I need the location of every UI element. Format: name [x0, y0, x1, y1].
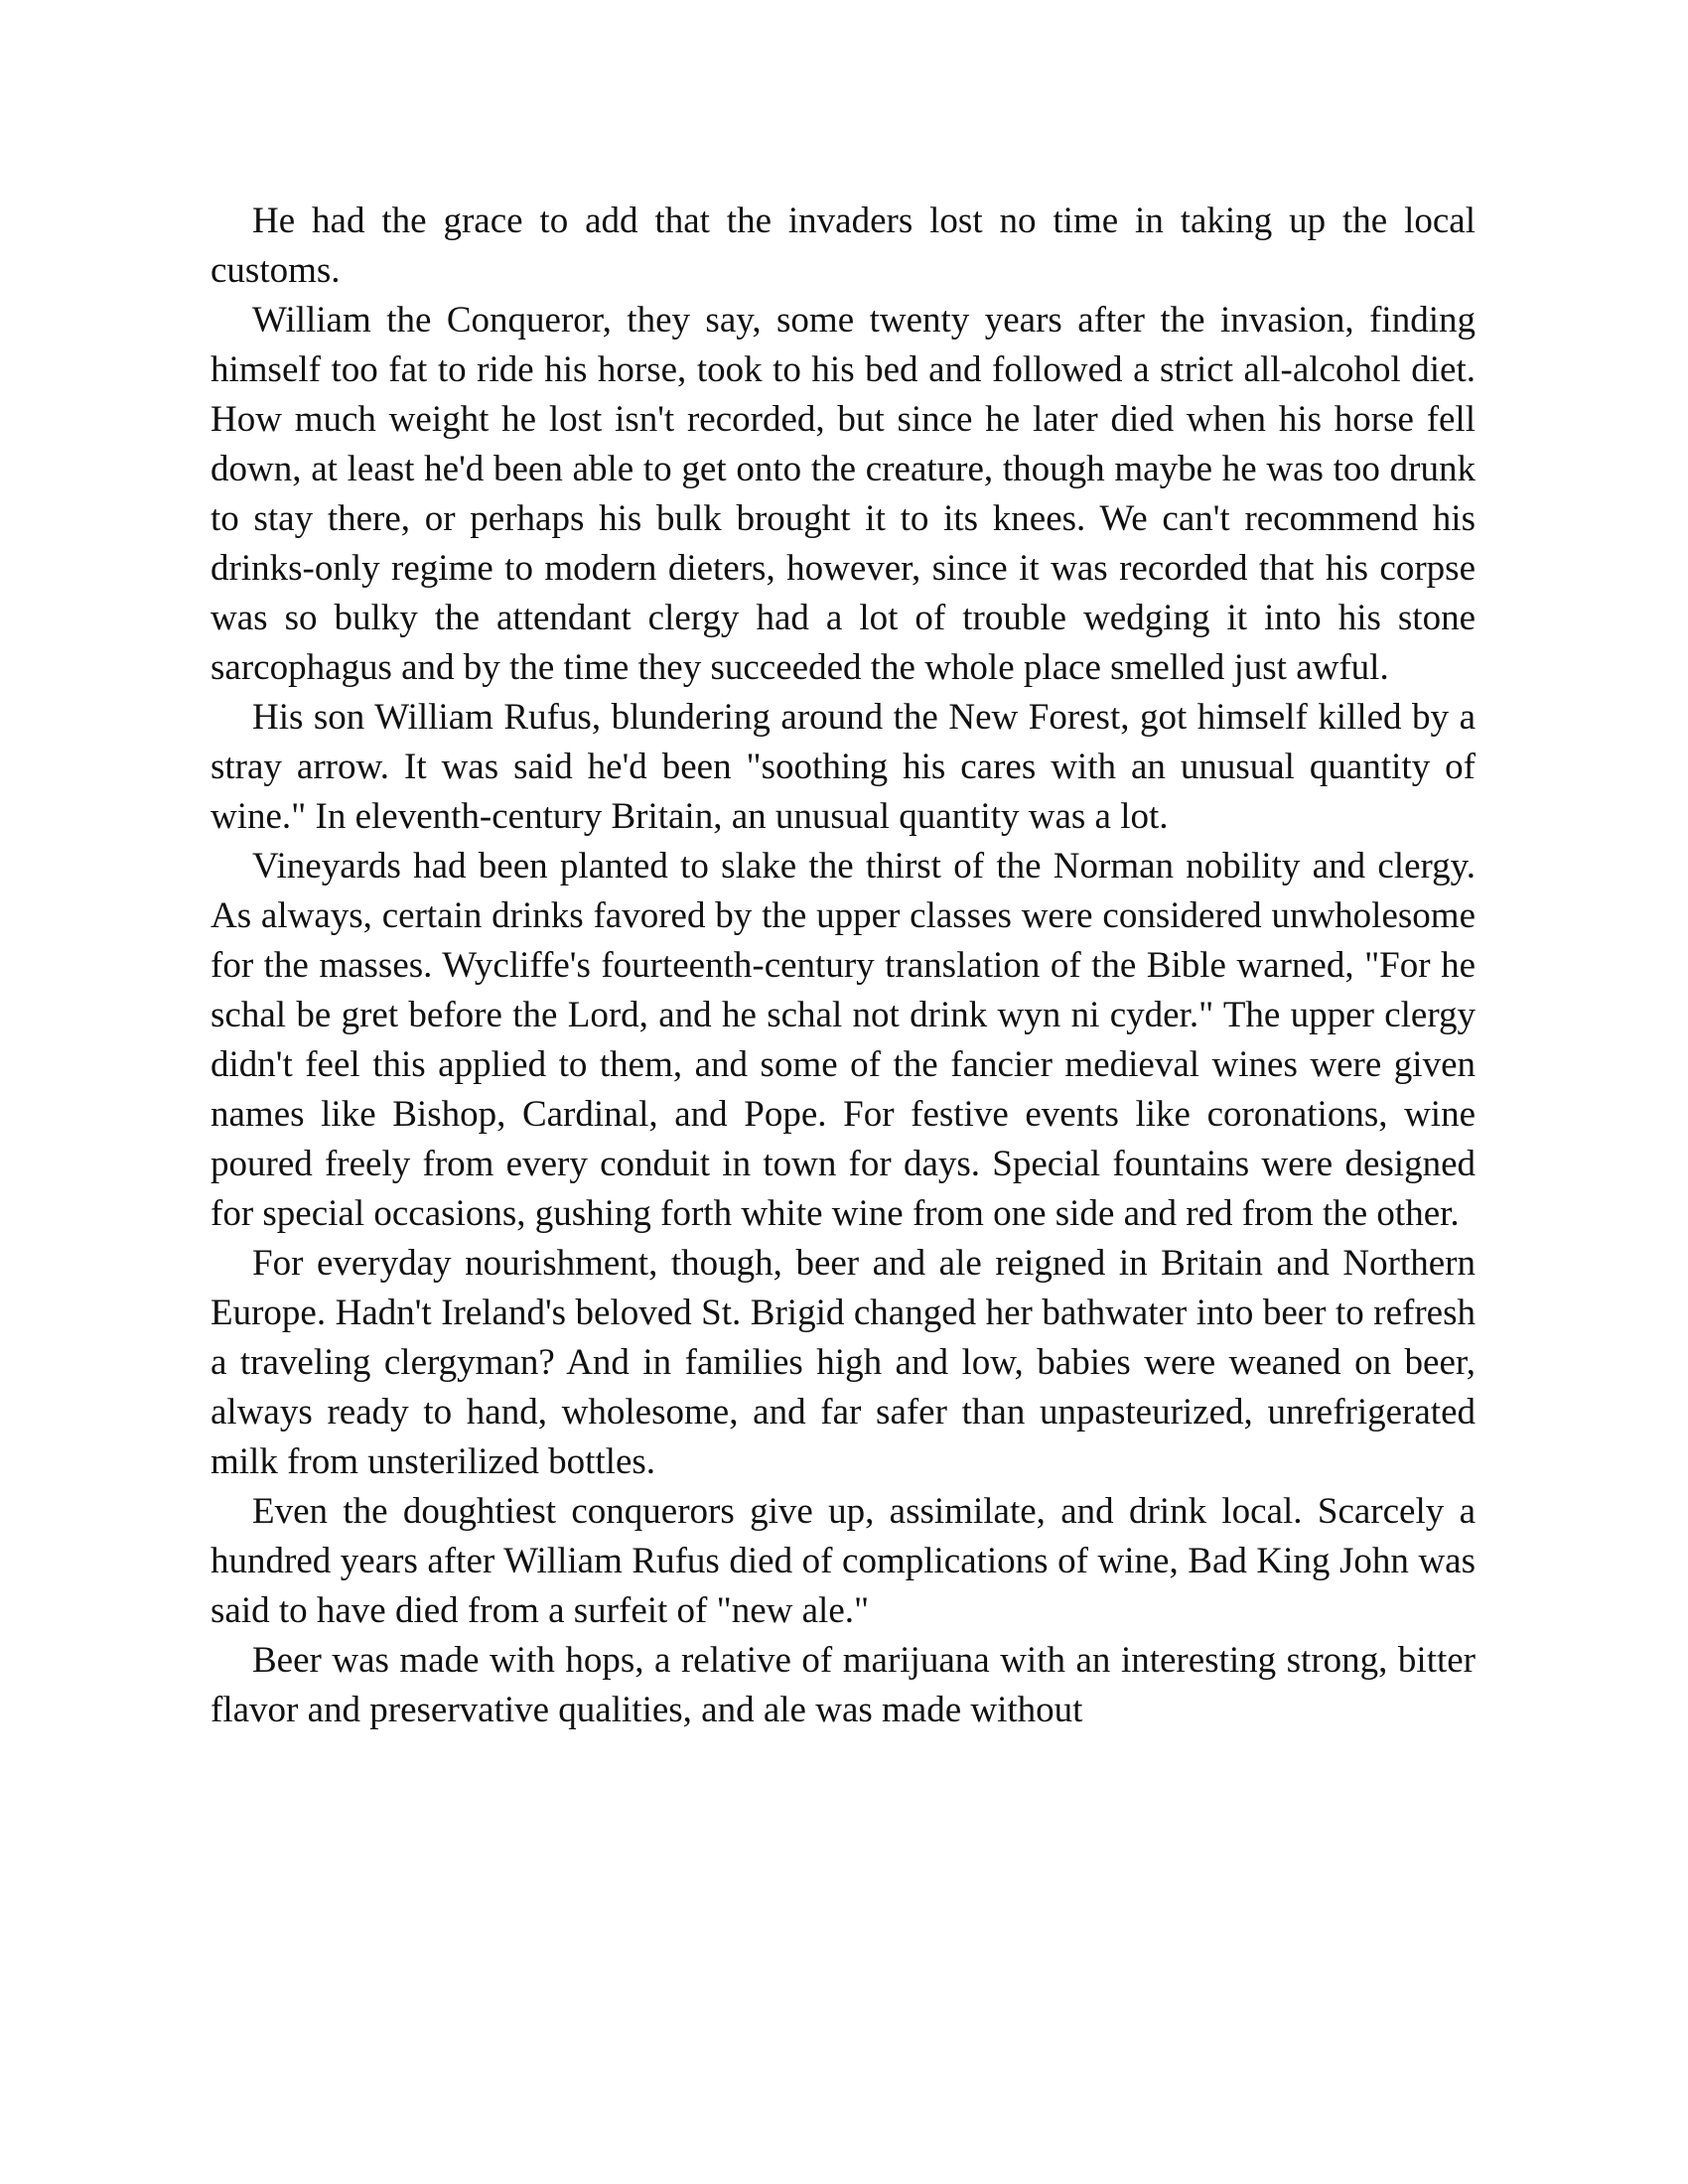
paragraph-2: William the Conqueror, they say, some twenty years after the invasion, finding himself too fat to ride his horse, took to his bed and followed a strict all-alcohol diet. How much weight he lost isn't recorded, but since he later died when his horse fell down, at least he'd been able to get onto the creature, though maybe he was too drunk to stay there, or perhaps his bulk brought it to its knees. We can't recommend his drinks-only regime to modern dieters, however, since it was recorded that his corpse was so bulky the attendant clergy had a lot of trouble wedging it into his stone sarcophagus and by the time they succeeded the whole place smelled just awful. [211, 300, 1476, 688]
paragraph-4: Vineyards had been planted to slake the thirst of the Norman nobility and clergy. As always, certain drinks favored by the upper classes were considered unwholesome for the masses. Wycliffe's fourteenth-century translation of the Bible warned, "For he schal be gret before the Lord, and he schal not drink wyn ni cyder." The upper clergy didn't feel this applied to them, and some of the fancier medieval wines were given names like Bishop, Cardinal, and Pope. For festive events like coronations, wine poured freely from every conduit in town for days. Special fountains were designed for special occasions, gushing forth white wine from one side and red from the other. [211, 846, 1476, 1234]
paragraph-3: His son William Rufus, blundering around the New Forest, got himself killed by a stray arrow. It was said he'd been "soothing his cares with an unusual quantity of wine." In eleventh-century Britain, an unusual quantity was a lot. [211, 697, 1476, 837]
page-body [211, 197, 1476, 1735]
paragraph-1: He had the grace to add that the invaders lost no time in taking up the local customs. [211, 201, 1476, 291]
paragraph-5: For everyday nourishment, though, beer and ale reigned in Britain and Northern Europe. Hadn't Ireland's beloved St. Brigid changed her bathwater into beer to refresh a traveling clergyman? And in families high and low, babies were weaned on beer, always ready to hand, wholesome, and far safer than unpasteurized, unrefrigerated milk from unsterilized bottles. [211, 1243, 1476, 1482]
paragraph-6: Even the doughtiest conquerors give up, assimilate, and drink local. Scarcely a hundred years after William Rufus died of complications of wine, Bad King John was said to have died from a surfeit of "new ale." [211, 1491, 1476, 1631]
paragraph-7: Beer was made with hops, a relative of marijuana with an interesting strong, bitter flavor and preservative qualities, and ale was made without [211, 1640, 1476, 1730]
